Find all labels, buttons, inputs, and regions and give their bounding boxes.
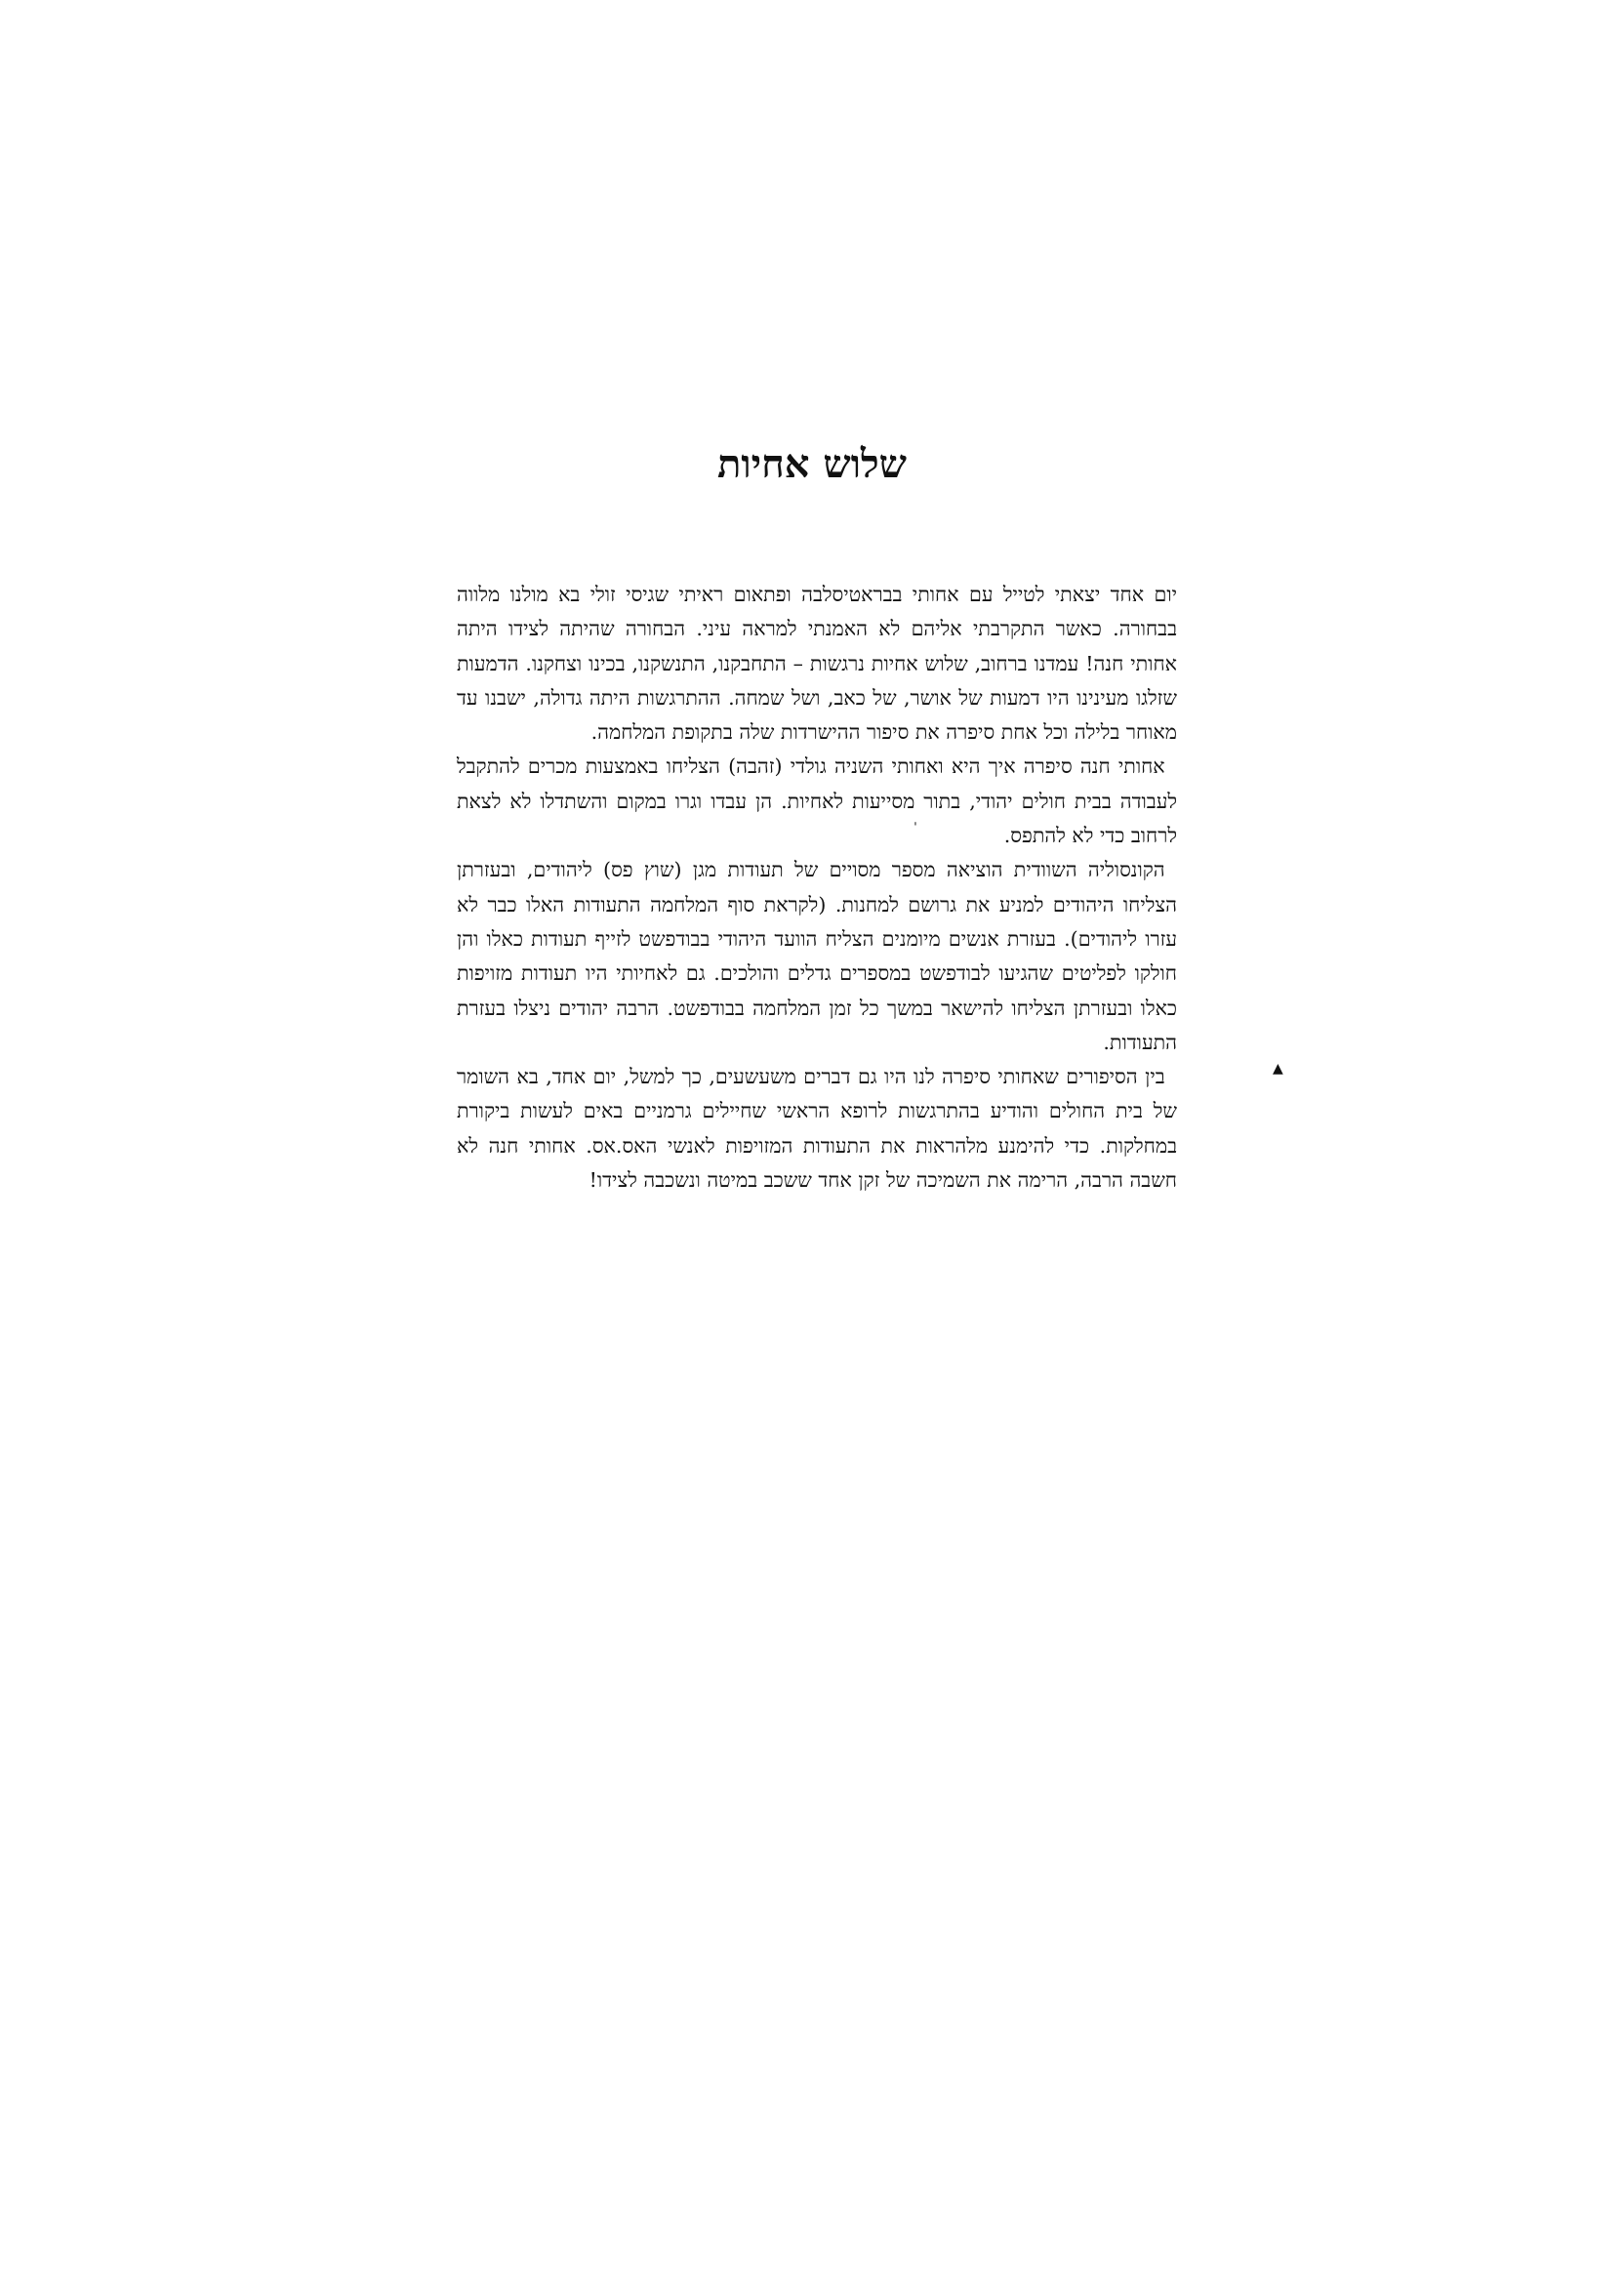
- margin-mark: ▲: [1273, 1061, 1283, 1077]
- scan-speck: ˈ: [914, 821, 917, 836]
- paragraph-3: הקונסוליה השוודית הוציאה מספר מסויים של תעודות מגן (שוץ פס) ליהודים, ובעזרתן הצליחו היהודים למניע את גרושם למחנות. (לקראת סוף המלחמה התעודות האלו כבר לא עזרו ליהודים). בעזרת אנשים מיומנים הצליח הוועד היהודי בבודפשט לזייף תעודות כאלו והן חולקו לפליטים שהגיעו לבודפשט במספרים גדלים והולכים. גם לאחיותי היו תעודות מזויפות כאלו ובעזרתן הצליחו להישאר במשך כל זמן המלחמה בבודפשט. הרבה יהודים ניצלו בעזרת התעודות.: [457, 858, 1177, 1054]
- chapter-body: [457, 578, 1177, 1198]
- paragraph-1: יום אחד יצאתי לטייל עם אחותי בבראטיסלבה ופתאום ראיתי שגיסי זולי בא מולנו מלווה בבחורה. כאשר התקרבתי אליהם לא האמנתי למראה עיני. הבחורה שהיתה לצידו היתה אחותי חנה! עמדנו ברחוב, שלוש אחיות נרגשות – התחבקנו, התנשקנו, בכינו וצחקנו. הדמעות שזלגו מעינינו היו דמעות של אושר, של כאב, ושל שמחה. ההתרגשות היתה גדולה, ישבנו עד מאוחר בלילה וכל אחת סיפרה את סיפור ההישרדות שלה בתקופת המלחמה.: [457, 583, 1177, 745]
- chapter-title: שלוש אחיות: [717, 441, 907, 487]
- paragraph-4: בין הסיפורים שאחותי סיפרה לנו היו גם דברים משעשעים, כך למשל, יום אחד, בא השומר של בית החולים והודיע בהתרגשות לרופא הראשי שחיילים גרמניים באים לעשות ביקורת במחלקות. כדי להימנע מלהראות את התעודות המזויפות לאנשי האס.אס. אחותי חנה לא חשבה הרבה, הרימה את השמיכה של זקן אחד ששכב במיטה ונשכבה לצידו!: [457, 1065, 1177, 1193]
- paragraph-2: אחותי חנה סיפרה איך היא ואחותי השניה גולדי (זהבה) הצליחו באמצעות מכרים להתקבל לעבודה בבית חולים יהודי, בתור מסייעות לאחיות. הן עבדו וגרו במקום והשתדלו לא לצאת לרחוב כדי לא להתפס.: [457, 754, 1177, 848]
